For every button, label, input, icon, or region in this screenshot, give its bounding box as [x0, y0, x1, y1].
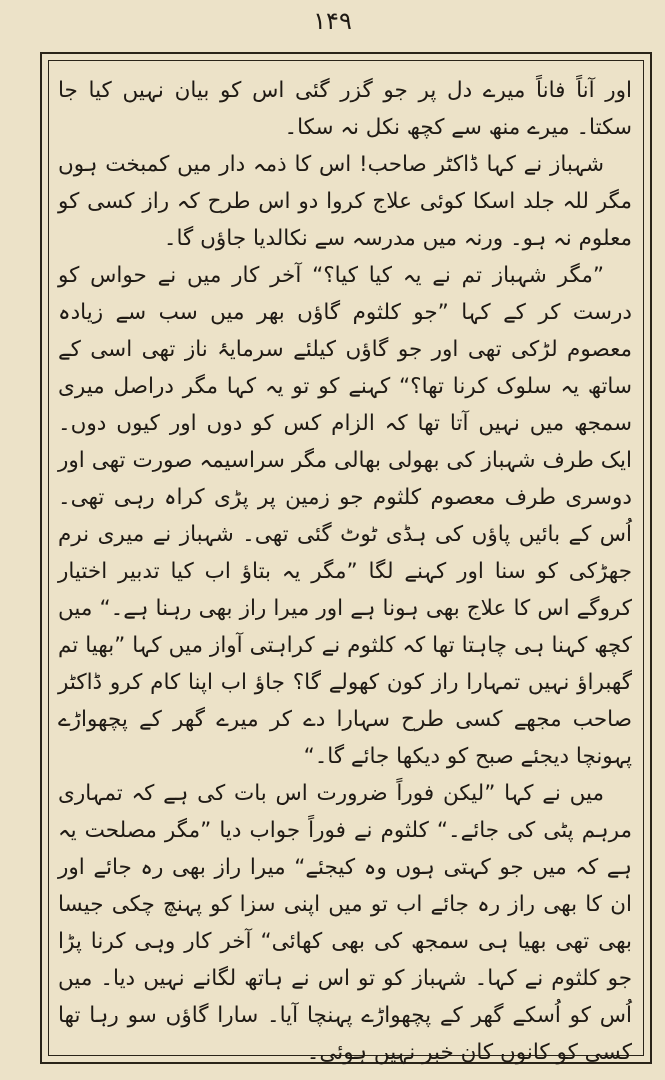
paragraph: اور آناً فاناً میرے دل پر جو گزر گئی اس کو بیان نہیں کیا جا سکتا۔ میرے منھ سے کچھ نکل نہ سکا۔ [58, 78, 632, 140]
page-number: ۱۴۹ [313, 7, 352, 35]
page-text [58, 72, 632, 1065]
paragraph: میں نے کہا ”لیکن فوراً ضرورت اس بات کی ہے کہ تمہاری مرہم پٹی کی جائے۔“ کلثوم نے فوراً جواب دیا ”مگر مصلحت یہ ہے کہ میں جو کہتی ہوں وہ کیجئے“ میرا راز بھی رہ جائے اور ان کا بھی راز رہ جائے اب تو میں اپنی سزا کو پہنچ چکی جیسا بھی تھی بھیا ہی سمجھ کی بھی کھائی“ آخر کار وہی کرنا پڑا جو کلثوم نے کہا۔ شہباز کو تو اس نے ہاتھ لگانے نہیں دیا۔ میں اُس کو اُسکے گھر کے پچھواڑے پہنچا آیا۔ سارا گاؤں سو رہا تھا کسی کو کانوں کان خبر نہیں ہوئی۔ [58, 781, 632, 1065]
paragraph: ”مگر شہباز تم نے یہ کیا کیا؟“ آخر کار میں نے حواس کو درست کر کے کہا ”جو کلثوم گاؤں بھر میں سب سے زیادہ معصوم لڑکی تھی اور جو گاؤں کیلئے سرمایۂ ناز تھی اسی کے ساتھ یہ سلوک کرنا تھا؟“ کہنے کو تو یہ کہا مگر دراصل میری سمجھ میں نہیں آتا تھا کہ الزام کس کو دوں اور کیوں دوں۔ ایک طرف شہباز کی بھولی بھالی مگر سراسیمہ صورت تھی اور دوسری طرف معصوم کلثوم جو زمین پر پڑی کراہ رہی تھی۔ اُس کے بائیں پاؤں کی ہڈی ٹوٹ گئی تھی۔ شہباز نے میری نرم جھڑکی کو سنا اور کہنے لگا ”مگر یہ بتاؤ اب کیا تدبیر اختیار کروگے اس کا علاج بھی ہونا ہے اور میرا راز بھی رہنا ہے۔“ میں کچھ کہنا ہی چاہتا تھا کہ کلثوم نے کراہتی آواز میں کہا ”بھیا تم گھبراؤ نہیں تمہارا راز کون کھولے گا؟ جاؤ اب اپنا کام کرو ڈاکٹر صاحب مجھے کسی طرح سہارا دے کر میرے گھر کے پچھواڑے پہونچا دیجئے صبح کو دیکھا جائے گا۔“ [58, 263, 632, 769]
paragraph: شہباز نے کہا ڈاکٹر صاحب! اس کا ذمہ دار میں کمبخت ہوں مگر للہ جلد اسکا کوئی علاج کروا دو اس طرح کہ راز کسی کو معلوم نہ ہو۔ ورنہ میں مدرسہ سے نکالدیا جاؤں گا۔ [58, 152, 632, 251]
